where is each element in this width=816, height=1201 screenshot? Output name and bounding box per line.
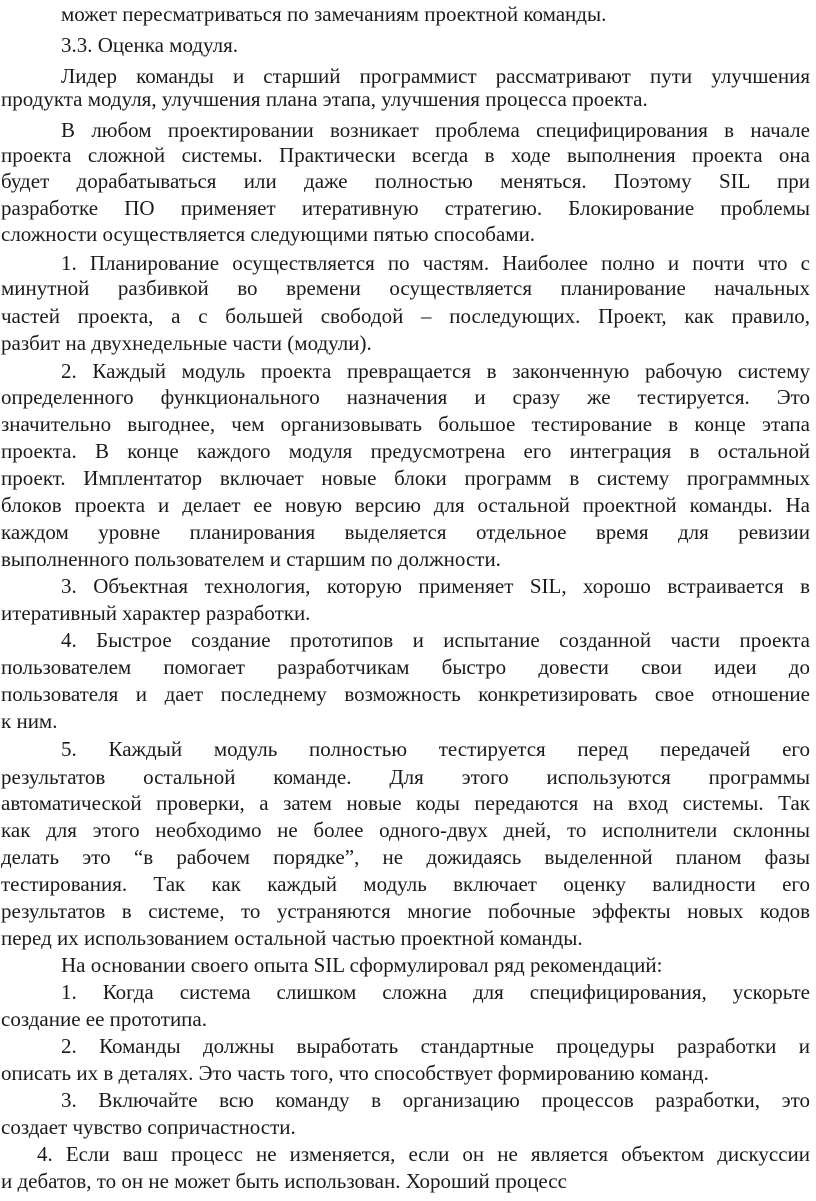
text-line: 3. Включайте всю команду в организацию процессов разработки, это	[61, 1088, 810, 1112]
text-line: 1. Планирование осуществляется по частям. Наиболее полно и почти что с	[61, 251, 810, 275]
text-line: 3. Объектная технология, которую применяет SIL, хорошо встраивается в	[61, 574, 810, 598]
text-line: к ним.	[1, 709, 58, 733]
text-line: разработке ПО применяет итеративную стратегию. Блокирование проблемы	[1, 196, 810, 220]
text-line: В любом проектировании возникает проблема специфицирования в начале	[61, 118, 810, 142]
text-line: будет дорабатываться или даже полностью меняться. Поэтому SIL при	[1, 169, 810, 193]
text-line: 4. Если ваш процесс не изменяется, если он не является объектом дискуссии	[37, 1142, 810, 1166]
text-line: выполненного пользователем и старшим по должности.	[1, 547, 501, 571]
text-line: частей проекта, а с большей свободой – последующих. Проект, как правило,	[1, 304, 810, 328]
text-line: создание ее прототипа.	[1, 1007, 207, 1031]
text-line: проекта. В конце каждого модуля предусмотрена его интеграция в остальной	[1, 439, 810, 463]
text-line: создает чувство сопричастности.	[1, 1115, 296, 1139]
text-line: тестирования. Так как каждый модуль включает оценку валидности его	[1, 872, 810, 896]
text-line: каждом уровне планирования выделяется отдельное время для ревизии	[1, 520, 810, 544]
text-line: пользователем помогает разработчикам быстро довести свои идеи до	[1, 655, 810, 679]
text-line: 2. Каждый модуль проекта превращается в законченную рабочую систему	[61, 359, 810, 383]
text-line: и дебатов, то он не может быть использован. Хороший процесс	[1, 1169, 567, 1193]
section-heading: 3.3. Оценка модуля.	[61, 33, 239, 57]
text-line: 1. Когда система слишком сложна для специфицирования, ускорьте	[61, 980, 810, 1004]
text-line: пользователя и дает последнему возможность конкретизировать свое отношение	[1, 682, 810, 706]
text-line: Лидер команды и старший программист рассматривают пути улучшения	[61, 64, 810, 88]
text-line: результатов остальной команде. Для этого используются программы	[1, 765, 810, 789]
text-line: итеративный характер разработки.	[1, 601, 311, 625]
text-line: блоков проекта и делает ее новую версию для остальной проектной команды. На	[1, 493, 810, 517]
text-line: описать их в деталях. Это часть того, что способствует формированию команд.	[1, 1061, 709, 1085]
text-line: сложности осуществляется следующими пятью способами.	[1, 222, 536, 246]
text-line: проект. Имплентатор включает новые блоки программ в систему программных	[1, 466, 810, 490]
text-line: 5. Каждый модуль полностью тестируется перед передачей его	[61, 737, 810, 761]
text-line: минутной разбивкой во времени осуществляется планирование начальных	[1, 276, 810, 300]
text-line: перед их использованием остальной частью проектной команды.	[1, 926, 583, 950]
text-line: значительно выгоднее, чем организовывать большое тестирование в конце этапа	[1, 412, 810, 436]
text-line: может пересматриваться по замечаниям проектной команды.	[61, 2, 607, 26]
text-line: делать это “в рабочем порядке”, не дожидаясь выделенной планом фазы	[1, 845, 810, 869]
text-line: 2. Команды должны выработать стандартные процедуры разработки и	[61, 1034, 810, 1058]
text-line: результатов в системе, то устраняются многие побочные эффекты новых кодов	[1, 899, 810, 923]
text-line: 4. Быстрое создание прототипов и испытание созданной части проекта	[61, 628, 810, 652]
text-line: как для этого необходимо не более одного-двух дней, то исполнители склонны	[1, 818, 810, 842]
text-line: На основании своего опыта SIL сформулировал ряд рекомендаций:	[61, 953, 663, 977]
text-line: продукта модуля, улучшения плана этапа, улучшения процесса проекта.	[1, 87, 648, 111]
text-line: автоматической проверки, а затем новые коды передаются на вход системы. Так	[1, 791, 810, 815]
text-line: определенного функционального назначения и сразу же тестируется. Это	[1, 385, 810, 409]
text-line: разбит на двухнедельные части (модули).	[1, 331, 372, 355]
text-line: проекта сложной системы. Практически всегда в ходе выполнения проекта она	[1, 143, 810, 167]
